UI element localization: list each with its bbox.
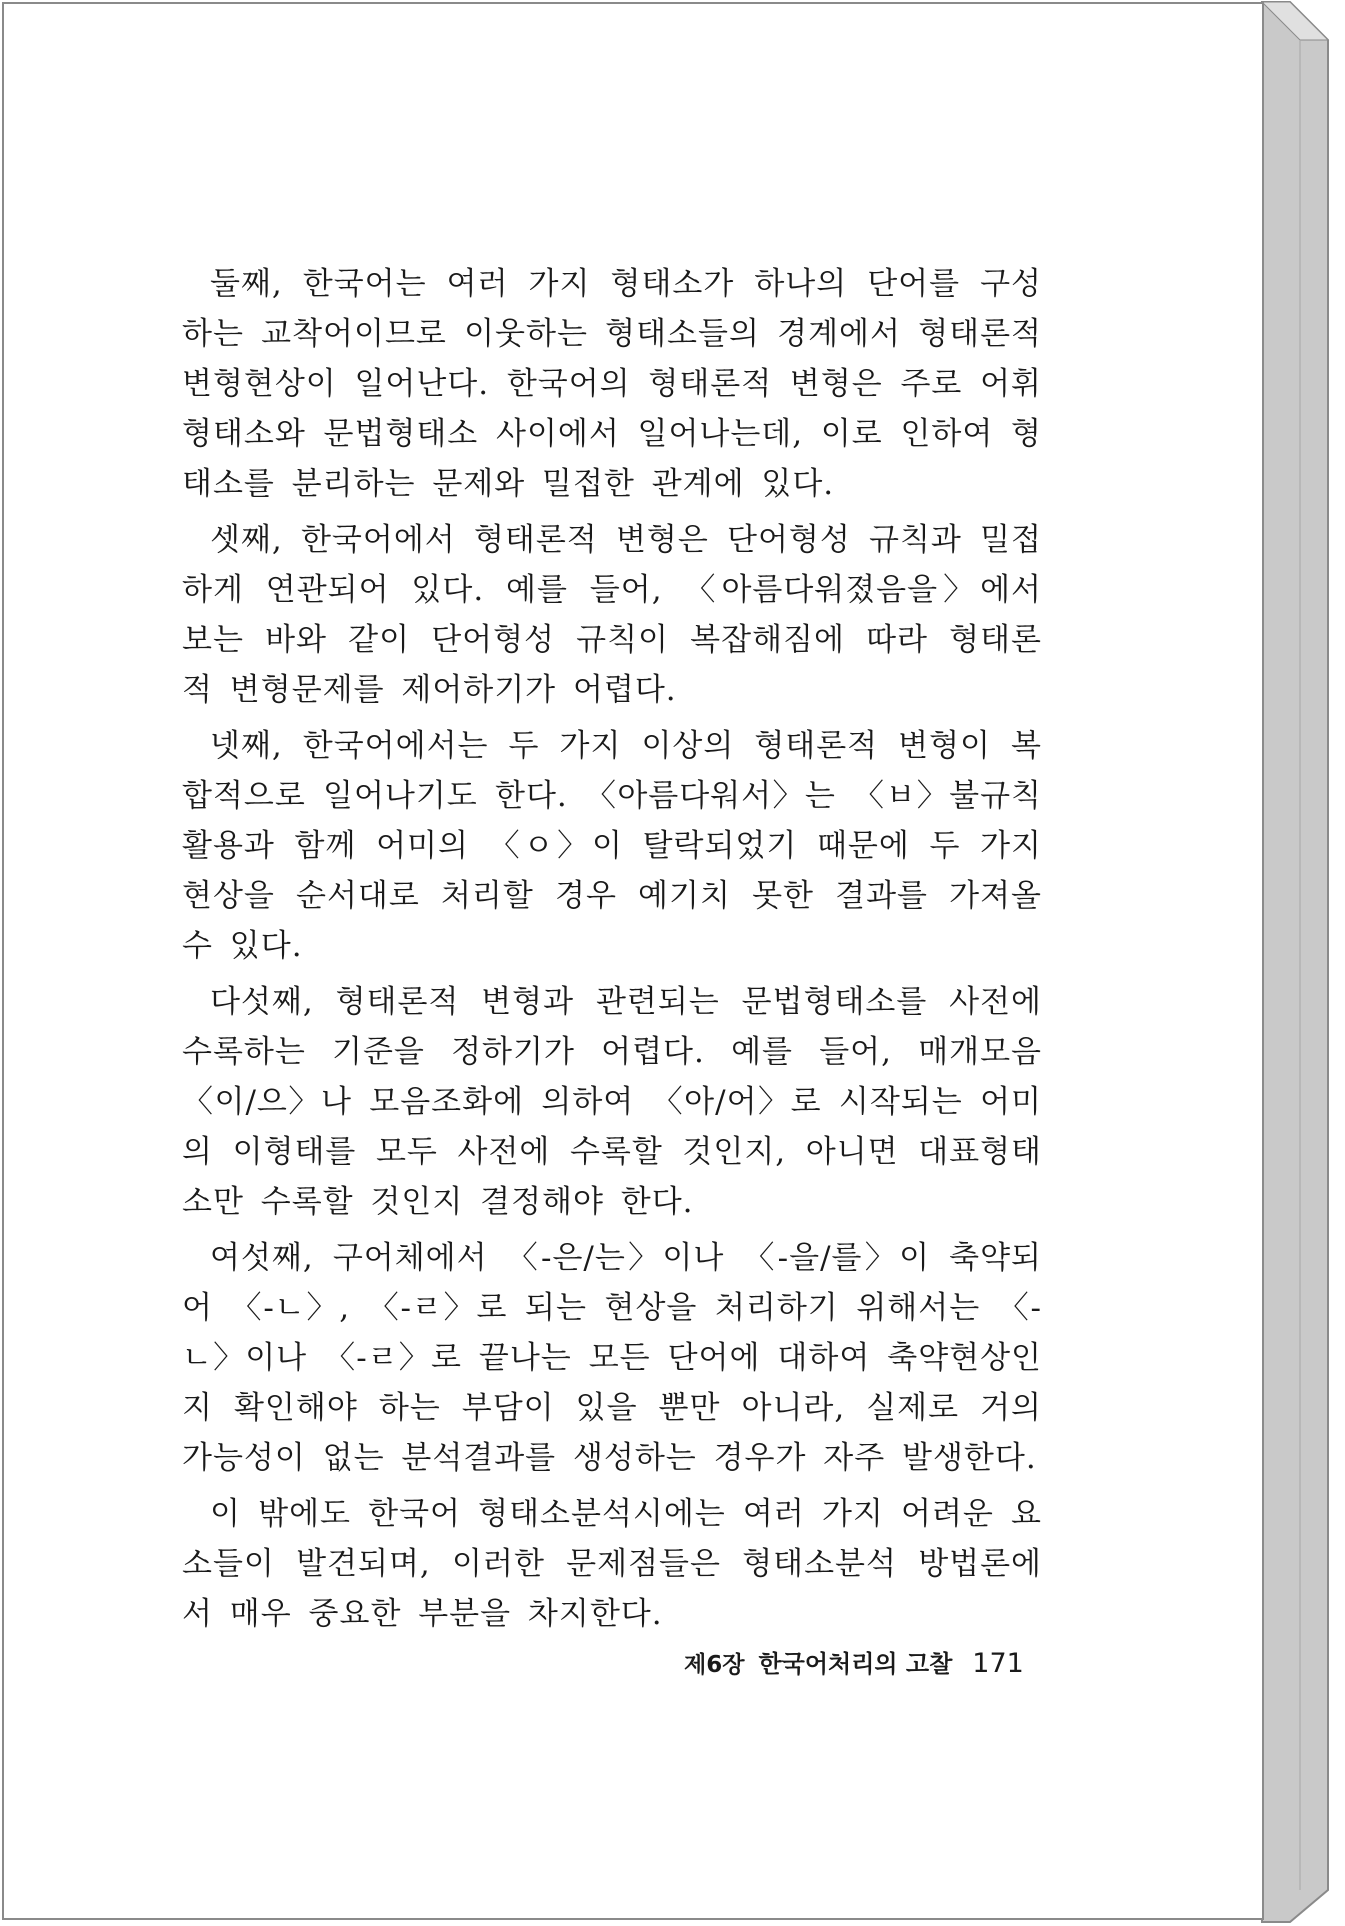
paragraph: 넷째, 한국어에서는 두 가지 이상의 형태론적 변형이 복합적으로 일어나기도 한다. 〈아름다워서〉는 〈ㅂ〉불규칙 활용과 함께 어미의 〈ㅇ〉이 탈락되었기 때문에 두 가지 현상을 순서대로 처리할 경우 예기치 못한 결과를 가져올 수 있다. — [182, 728, 1042, 964]
body-text — [182, 259, 1042, 1645]
paragraph: 다섯째, 형태론적 변형과 관련되는 문법형태소를 사전에 수록하는 기준을 정하기가 어렵다. 예를 들어, 매개모음 〈이/으〉나 모음조화에 의하여 〈아/어〉로 시작되는 어미의 이형태를 모두 사전에 수록할 것인지, 아니면 대표형태소만 수록할 것인지 결정해야 한다. — [182, 984, 1042, 1220]
page-number: 171 — [972, 1648, 1024, 1679]
paragraph: 둘째, 한국어는 여러 가지 형태소가 하나의 단어를 구성하는 교착어이므로 이웃하는 형태소들의 경계에서 형태론적 변형현상이 일어난다. 한국어의 형태론적 변형은 주로 어휘형태소와 문법형태소 사이에서 일어나는데, 이로 인하여 형태소를 분리하는 문제와 밀접한 관계에 있다. — [182, 266, 1042, 502]
paragraph: 셋째, 한국어에서 형태론적 변형은 단어형성 규칙과 밀접하게 연관되어 있다. 예를 들어, 〈아름다워졌음을〉에서 보는 바와 같이 단어형성 규칙이 복잡해짐에 따라 형태론적 변형문제를 제어하기가 어렵다. — [182, 522, 1042, 708]
chapter-number: 제6장 — [684, 1652, 745, 1678]
running-footer — [684, 1644, 1024, 1679]
paragraph: 이 밖에도 한국어 형태소분석시에는 여러 가지 어려운 요소들이 발견되며, 이러한 문제점들은 형태소분석 방법론에서 매우 중요한 부분을 차지한다. — [182, 1496, 1042, 1632]
book-page — [2, 2, 1264, 1920]
chapter-title: 한국어처리의 고찰 — [758, 1650, 953, 1678]
paragraph: 여섯째, 구어체에서 〈-은/는〉이나 〈-을/를〉이 축약되어 〈-ㄴ〉, 〈-ㄹ〉로 되는 현상을 처리하기 위해서는 〈-ㄴ〉이나 〈-ㄹ〉로 끝나는 모든 단어에 대하여 축약현상인지 확인해야 하는 부담이 있을 뿐만 아니라, 실제로 거의 가능성이 없는 분석결과를 생성하는 경우가 자주 발생한다. — [182, 1240, 1042, 1476]
